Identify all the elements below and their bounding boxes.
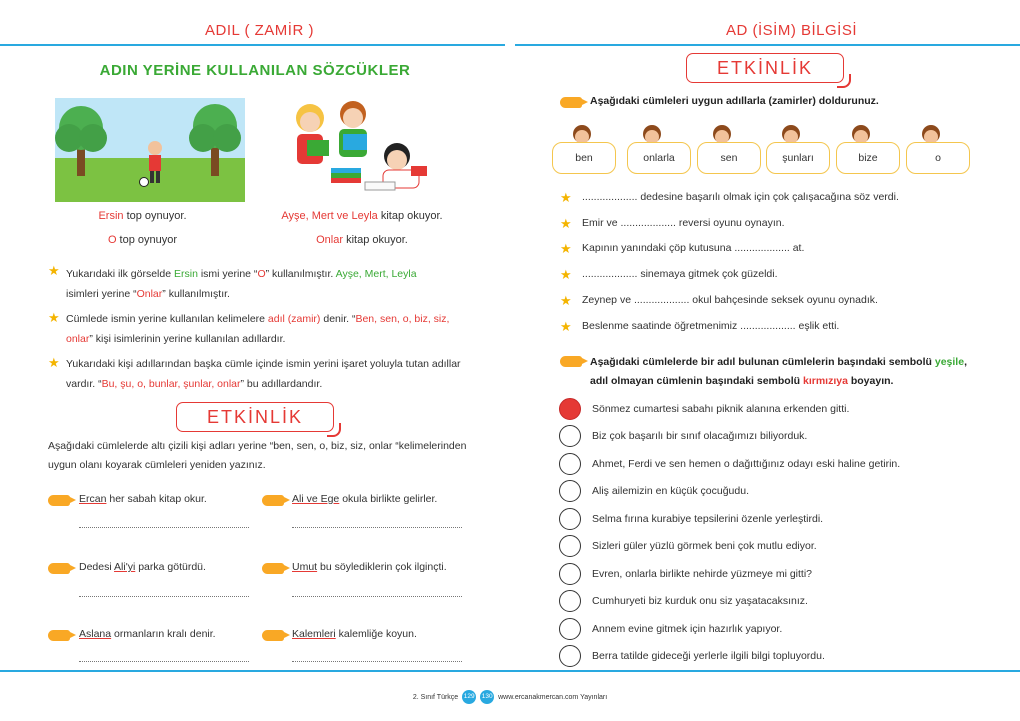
- footer-line: [0, 670, 1020, 672]
- color-circle[interactable]: [559, 590, 581, 612]
- circle-sentence-3: Ahmet, Ferdi ve sen hemen o dağıttığınız odayı eski haline getirin.: [592, 458, 901, 470]
- exercise-4: Umut bu söylediklerin çok ilginçti.: [292, 561, 447, 573]
- fill-sentence-3[interactable]: Kapının yanındaki çöp kutusuna ................... at.: [582, 242, 805, 254]
- circle-sentence-4: Aliş ailemizin en küçük çocuğudu.: [592, 485, 749, 497]
- footer-publisher: www.ercanakmercan.com Yayınları: [498, 693, 608, 701]
- color-circle[interactable]: [559, 535, 581, 557]
- fill-sentence-1[interactable]: ................... dedesine başarılı olmak için çok çalışacağına söz verdi.: [582, 191, 899, 203]
- color-circle[interactable]: [559, 508, 581, 530]
- kids-reading-image: [283, 96, 438, 196]
- footer-book-title: 2. Sınıf Türkçe: [412, 693, 459, 701]
- caption-text: top oynuyor: [116, 234, 178, 246]
- exercise-3: Dedesi Ali'yi parka götürdü.: [79, 561, 206, 573]
- info-bullet-3: Yukarıdaki kişi adıllarından başka cümle içinde ismin yerini işaret yoluyla tutan adıllar vardır. “Bu, şu, o, bunlar, şunlar, onlar” bu adıllardandır.: [66, 358, 461, 390]
- page-number-left: 129: [462, 690, 476, 704]
- color-circle[interactable]: [559, 480, 581, 502]
- star-icon: ★: [560, 190, 572, 205]
- caption-2b: [262, 234, 462, 246]
- circle-sentence-5: Selma fırına kurabiye tepsilerini özenle yerleştirdi.: [592, 513, 824, 525]
- right-header-line: [515, 44, 1020, 46]
- pointing-hand-icon: [560, 356, 582, 367]
- fill-sentence-4[interactable]: ................... sinemaya gitmek çok güzeldi.: [582, 268, 778, 280]
- pointing-hand-icon: [262, 563, 284, 574]
- info-bullet-1: Yukarıdaki ilk görselde Ersin ismi yerine “O” kullanılmıştır. Ayşe, Mert, Leyla isimleri yerine “Onlar” kullanılmıştır.: [66, 268, 417, 300]
- pointing-hand-icon: [48, 630, 70, 641]
- section-title: ADIN YERİNE KULLANILAN SÖZCÜKLER: [99, 62, 411, 79]
- pointing-hand-icon: [262, 630, 284, 641]
- star-icon: ★: [560, 319, 572, 334]
- answer-line[interactable]: [292, 661, 462, 662]
- pointing-hand-icon: [48, 495, 70, 506]
- info-bullet-2: Cümlede ismin yerine kullanılan kelimelere adıl (zamir) denir. “Ben, sen, o, biz, siz, onlar” kişi isimlerinin yerine kullanılan adıllardır.: [66, 313, 450, 345]
- circle-sentence-2: Biz çok başarılı bir sınıf olacağımızı biliyorduk.: [592, 430, 808, 442]
- answer-line[interactable]: [79, 596, 249, 597]
- caption-1a: [40, 210, 245, 222]
- star-icon: ★: [560, 293, 572, 308]
- caption-text: kitap okuyor.: [343, 234, 408, 246]
- star-icon: ★: [48, 310, 60, 325]
- star-icon: ★: [48, 355, 60, 370]
- exercise-5: Aslana ormanların kralı denir.: [79, 628, 216, 640]
- star-icon: ★: [48, 263, 60, 278]
- caption-2a: [262, 210, 462, 222]
- caption-name: Ersin: [98, 210, 124, 222]
- left-instruction: Aşağıdaki cümlelerde altı çizili kişi adları yerine “ben, sen, o, biz, siz, onlar “kelimelerinden uygun olanı koyarak cümleleri yeniden yazınız.: [48, 440, 467, 471]
- fill-sentence-5[interactable]: Zeynep ve ................... okul bahçesinde seksek oyunu oynadık.: [582, 294, 878, 306]
- pointing-hand-icon: [48, 563, 70, 574]
- pointing-hand-icon: [560, 97, 582, 108]
- color-circle[interactable]: [559, 453, 581, 475]
- circle-sentence-1: Sönmez cumartesi sabahı piknik alanına erkenden gitti.: [592, 403, 850, 415]
- etkinlik-banner-left: [176, 402, 334, 432]
- circle-sentence-6: Sizleri güler yüzlü görmek beni çok mutlu ediyor.: [592, 540, 817, 552]
- color-circle[interactable]: [559, 618, 581, 640]
- word-box: o: [906, 142, 970, 174]
- right-instruction-1: Aşağıdaki cümleleri uygun adıllarla (zamirler) doldurunuz.: [590, 95, 879, 107]
- left-header-title: ADIL ( ZAMİR ): [205, 22, 314, 39]
- boy-playing-football-image: [55, 98, 245, 202]
- etkinlik-label: ETKİNLİK: [206, 406, 304, 427]
- circle-sentence-7: Evren, onlarla birlikte nehirde yüzmeye mi gitti?: [592, 568, 813, 580]
- footer: [0, 690, 1020, 704]
- right-header-title: AD (İSİM) BİLGİSİ: [726, 22, 858, 39]
- circle-sentence-8: Cumhuryeti biz kurduk onu siz yaşatacaksınız.: [592, 595, 808, 607]
- word-box: bize: [836, 142, 900, 174]
- etkinlik-banner-right: [686, 53, 844, 83]
- star-icon: ★: [560, 216, 572, 231]
- word-box: onlarla: [627, 142, 691, 174]
- right-instruction-2: Aşağıdaki cümlelerde bir adıl bulunan cümlelerin başındaki sembolü yeşile, adıl olmayan cümlenin başındaki sembolü kırmızıya boyayın.: [590, 356, 967, 387]
- color-circle[interactable]: [559, 563, 581, 585]
- caption-name: Onlar: [316, 234, 344, 246]
- exercise-6: Kalemleri kalemliğe koyun.: [292, 628, 417, 640]
- word-box: ben: [552, 142, 616, 174]
- answer-line[interactable]: [79, 661, 249, 662]
- word-box: şunları: [766, 142, 830, 174]
- answer-line[interactable]: [292, 596, 462, 597]
- left-header-line: [0, 44, 505, 46]
- page-number-right: 130: [480, 690, 494, 704]
- color-circle[interactable]: [559, 645, 581, 667]
- exercise-2: Ali ve Ege okula birlikte gelirler.: [292, 493, 438, 505]
- right-page: [510, 0, 1020, 721]
- star-icon: ★: [560, 241, 572, 256]
- caption-1b: [40, 234, 245, 246]
- fill-sentence-2[interactable]: Emir ve ................... reversi oyunu oynayın.: [582, 217, 785, 229]
- word-box: sen: [697, 142, 761, 174]
- exercise-1: Ercan her sabah kitap okur.: [79, 493, 207, 505]
- star-icon: ★: [560, 267, 572, 282]
- caption-text: kitap okuyor.: [377, 210, 443, 222]
- answer-line[interactable]: [79, 527, 249, 528]
- caption-name: O: [107, 234, 117, 246]
- color-circle[interactable]: [559, 425, 581, 447]
- etkinlik-label: ETKİNLİK: [716, 57, 814, 78]
- circle-sentence-10: Berra tatilde gideceği yerlerle ilgili bilgi topluyordu.: [592, 650, 825, 662]
- circle-sentence-9: Annem evine gitmek için hazırlık yapıyor.: [592, 623, 783, 635]
- caption-text: top oynuyor.: [123, 210, 187, 222]
- caption-name: Ayşe, Mert ve Leyla: [281, 210, 378, 222]
- pointing-hand-icon: [262, 495, 284, 506]
- color-circle[interactable]: [559, 398, 581, 420]
- fill-sentence-6[interactable]: Beslenme saatinde öğretmenimiz ................... eşlik etti.: [582, 320, 840, 332]
- answer-line[interactable]: [292, 527, 462, 528]
